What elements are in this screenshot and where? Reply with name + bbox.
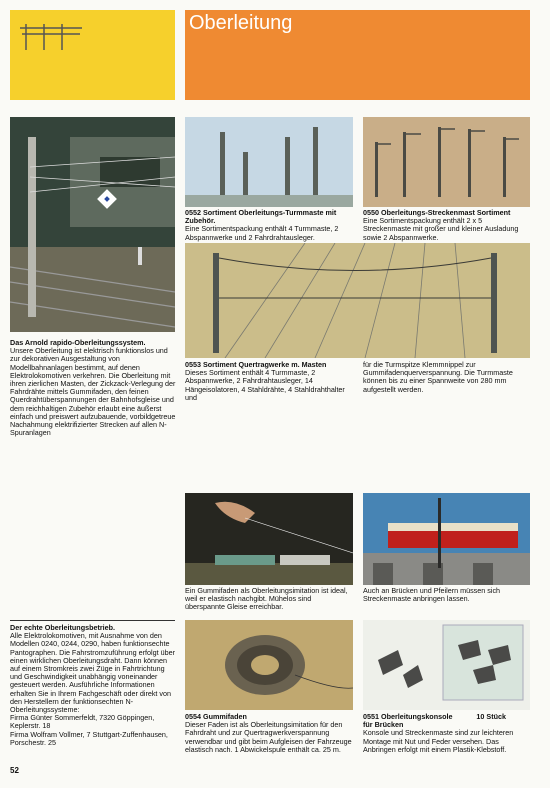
caption-0550-body: Eine Sortimentspackung enthält 2 x 5 Streckenmaste mit großer und kleiner Ausladung sowie 2 Abspannwerke. bbox=[363, 216, 519, 242]
photo-bridge-locomotive bbox=[363, 493, 530, 585]
photo-hand-rubber-thread bbox=[185, 493, 353, 585]
caption-0551-body: Konsole und Streckenmaste sind zur leichteren Montage mit Nut und Feder versehen. Das Anbringen erfolgt mit einem Plastik-Klebstoff. bbox=[363, 728, 514, 754]
caption-0552 bbox=[185, 209, 355, 242]
page-number: 52 bbox=[10, 766, 19, 775]
caption-0550-title: 0550 Oberleitungs-Streckenmast Sortiment bbox=[363, 208, 511, 217]
info-text bbox=[10, 624, 178, 747]
caption-0553-body-right: für die Turmspitze Klemmnippel zur Gummifadenquerverspannung. Die Turmmaste können bis zu einer Spannweite von 280 mm aufgestellt werden. bbox=[363, 360, 513, 394]
caption-mid-right: Auch an Brücken und Pfeilern müssen sich Streckenmaste anbringen lassen. bbox=[363, 586, 501, 604]
caption-0551-qty: 10 Stück bbox=[476, 712, 506, 721]
photo-0554-rubber-spool bbox=[185, 620, 353, 710]
intro-title: Das Arnold rapido-Oberleitungssystem. bbox=[10, 338, 146, 347]
caption-0553-left bbox=[185, 361, 357, 402]
caption-0551 bbox=[363, 713, 530, 754]
caption-0553-body-left: Dieses Sortiment enthält 4 Turmmaste, 2 Abspannwerke, 2 Fahrdrahtausleger, 14 Hängeisolatoren, 4 Stahldrähte, 4 Stahldrahthalter und bbox=[185, 368, 345, 402]
photo-0551-bridge-consoles bbox=[363, 620, 530, 710]
info-divider bbox=[10, 620, 175, 621]
intro-text bbox=[10, 339, 178, 437]
catenary-logo-icon bbox=[16, 20, 86, 60]
photo-0553-crossspan bbox=[185, 243, 530, 358]
caption-0550 bbox=[363, 209, 530, 242]
caption-mid-left: Ein Gummifaden als Oberleitungsimitation ist ideal, weil er elastisch nachgibt. Mühelos sind überspannte Gleise erreichbar. bbox=[185, 586, 348, 612]
caption-0554 bbox=[185, 713, 355, 754]
info-body: Alle Elektrolokomotiven, mit Ausnahme von den Modellen 0240, 0244, 0290, haben funktionsechte Pantographen. Die Fahrstromzuführung erfolgt über einen wirklichen Oberleitungsdraht. Dann können auf einem Stromkreis zwei Züge in Fahrtrichtung und Geschwindigkeit unabhängig voneinander gesteuert werden. Ausführliche Informationen erhalten Sie in Ihrem Fachgeschäft oder direkt von den Herstellern der funktionsechten N-Oberleitungssysteme: bbox=[10, 631, 176, 715]
info-manufacturer-2: Firma Wolfram Vollmer, 7 Stuttgart-Zuffenhausen, Porschestr. 25 bbox=[10, 729, 168, 747]
photo-0550-line-masts bbox=[363, 117, 530, 207]
caption-0552-title: 0552 Sortiment Oberleitungs-Turmmaste mit Zubehör. bbox=[185, 208, 337, 226]
caption-0551-title: 0551 Oberleitungskonsole für Brücken bbox=[363, 712, 453, 730]
info-manufacturer-1: Firma Günter Sommerfeldt, 7320 Göppingen, Keplerstr. 18 bbox=[10, 713, 155, 731]
photo-station-catenary bbox=[10, 117, 175, 332]
photo-0552-tower-masts bbox=[185, 117, 353, 207]
info-title: Der echte Oberleitungsbetrieb. bbox=[10, 623, 116, 632]
caption-0554-body: Dieser Faden ist als Oberleitungsimitation für den Fahrdraht und zur Quertragwerkverspannung verwendbar und gibt beim Aufgleisen der Fahrzeuge elastisch nach. 1 Abwickelspule enthält ca. 25 m. bbox=[185, 720, 352, 754]
header-yellow-block bbox=[10, 10, 175, 100]
caption-0553-right bbox=[363, 361, 530, 394]
intro-body: Unsere Oberleitung ist elektrisch funktionslos und zur dekorativen Ausgestaltung von Modellbahnanlagen bestimmt, auf denen Elektrolokomotiven verkehren. Die Oberleitung mit ihren zierlichen Masten, der Zickzack-Verlegung der Fahrdrähte mittels Gummifaden, den feinen Querdrahtüberspannungen der Bahnhofsgleise und dem reichhaltigen Zubehör erlaubt eine äußerst einfach und preiswert aufzubauende, vorbildgetreue Nachahmung elektrifizierter Strecken auf allen N-Spuranlagen bbox=[10, 346, 176, 438]
caption-0554-title: 0554 Gummifaden bbox=[185, 712, 247, 721]
caption-0552-body: Eine Sortimentspackung enthält 4 Turmmaste, 2 Abspannwerke und 2 Fahrdrahtausleger. bbox=[185, 224, 339, 242]
caption-0553-title: 0553 Sortiment Quertragwerke m. Masten bbox=[185, 360, 327, 369]
page-title: Oberleitung bbox=[189, 12, 293, 34]
header-orange-block bbox=[185, 10, 530, 100]
